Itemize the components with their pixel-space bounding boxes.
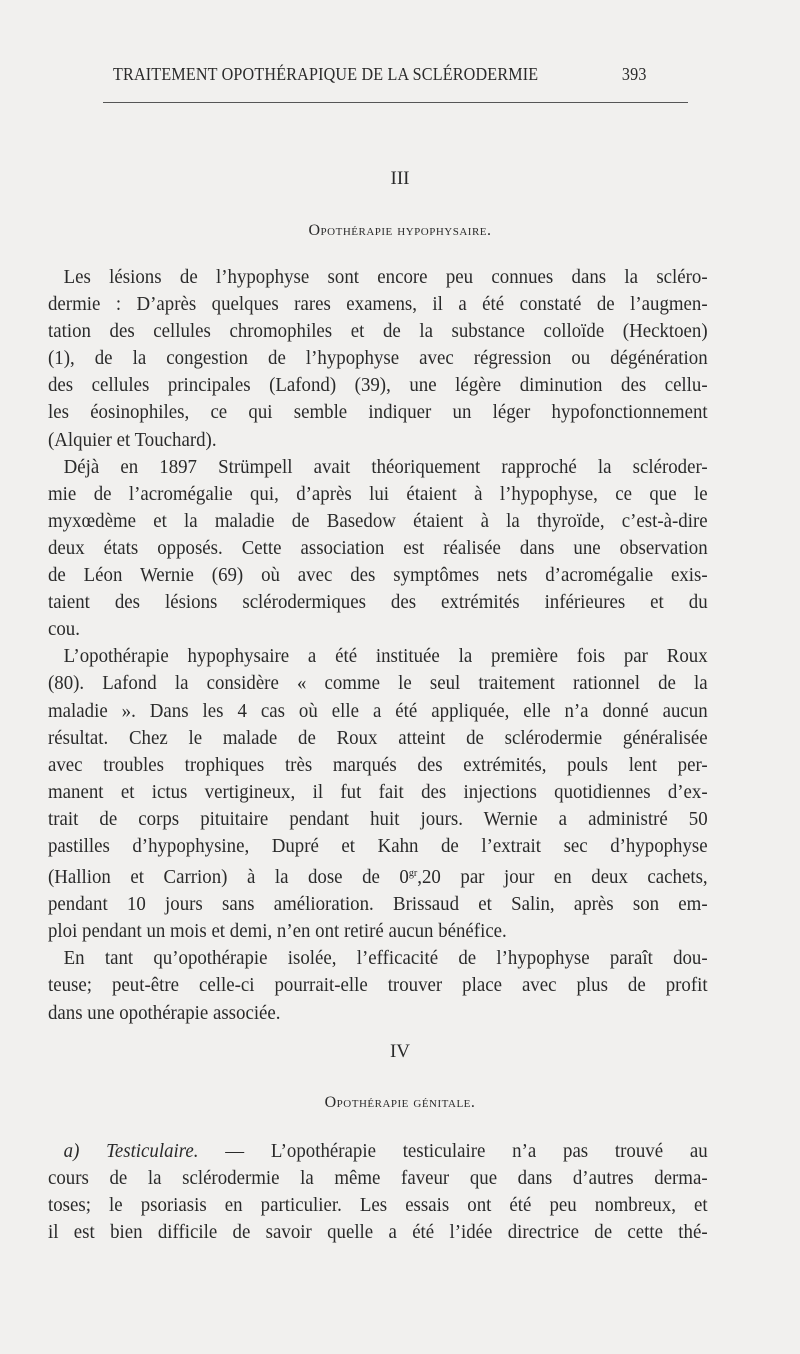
text-line: En tant qu’opothérapie isolée, l’efficacité de l’hypophyse paraît dou- [63,947,708,970]
section-iv-number: IV [389,1041,411,1062]
text-line: les éosinophiles, ce qui semble indiquer un léger hypofonctionnement [48,401,708,424]
text-fragment: (Hallion et Carrion) à la dose de 0 [48,866,409,889]
text-line: myxœdème et la maladie de Basedow étaient à la thyroïde, c’est-à-dire [48,509,708,532]
page-number: 393 [621,64,647,84]
text-fragment: — L’opothérapie testiculaire n’a pas trouvé au [198,1140,708,1162]
text-line: résultat. Chez le malade de Roux atteint de sclérodermie généralisée [48,726,708,749]
subsection-label: a) [63,1140,80,1162]
text-line: il est bien difficile de savoir quelle a été l’idée directrice de cette thé- [48,1221,708,1244]
text-line: pendant 10 jours sans amélioration. Brissaud et Salin, après son em- [48,893,708,916]
section-iii-title: Opothérapie hypophysaire. [308,222,492,239]
unit-superscript: gr [408,867,418,880]
text-line: maladie ». Dans les 4 cas où elle a été appliquée, elle n’a donné aucun [48,699,708,722]
text-line: (1), de la congestion de l’hypophyse avec régression ou dégénération [48,347,708,370]
subsection-title: Testiculaire. [106,1140,199,1162]
text-line: L’opothérapie hypophysaire a été instituée la première fois par Roux [63,645,708,668]
text-line: mie de l’acromégalie qui, d’après lui étaient à l’hypophyse, ce que le [48,482,708,505]
text-line: trait de corps pituitaire pendant huit jours. Wernie a administré 50 [48,807,708,830]
text-line: dans une opothérapie associée. [48,1001,281,1024]
text-line: (Alquier et Touchard). [48,428,217,451]
text-line: des cellules principales (Lafond) (39), une légère diminution des cellu- [48,374,708,397]
dose-line [48,860,708,891]
text-fragment: ,20 par jour en deux cachets, [417,866,708,889]
text-line: taient des lésions sclérodermiques des extrémités inférieures et du [48,591,708,614]
text-line: pastilles d’hypophysine, Dupré et Kahn de l’extrait sec d’hypophyse [48,834,708,857]
text-line: deux états opposés. Cette association est réalisée dans une observation [48,536,708,559]
text-line: cours de la sclérodermie la même faveur que dans d’autres derma- [48,1167,708,1190]
running-title: TRAITEMENT OPOTHÉRAPIQUE DE LA SCLÉRODERMIE [113,64,539,84]
text-line: manent et ictus vertigineux, il fut fait des injections quotidiennes d’ex- [48,780,708,803]
text-line: teuse; peut-être celle-ci pourrait-elle trouver place avec plus de profit [48,974,708,997]
text-line: ploi pendant un mois et demi, n’en ont retiré aucun bénéfice. [48,920,507,943]
text-line: avec troubles trophiques très marqués des extrémités, pouls lent per- [48,753,708,776]
text-line: Déjà en 1897 Strümpell avait théoriquement rapproché la scléroder- [63,455,708,478]
text-line: tation des cellules chromophiles et de la substance colloïde (Hecktoen) [48,320,708,343]
section-iii-number: III [390,168,410,189]
header-rule [103,102,688,103]
text-line: toses; le psoriasis en particulier. Les essais ont été peu nombreux, et [48,1194,708,1217]
text-line: de Léon Wernie (69) où avec des symptômes nets d’acromégalie exis- [48,564,708,587]
text-line: Les lésions de l’hypophyse sont encore peu connues dans la scléro- [63,266,708,288]
section-iii-body [48,264,708,1027]
text-line: cou. [48,618,80,641]
text-line [48,1138,708,1165]
running-header [113,64,647,85]
text-line: dermie : D’après quelques rares examens, il a été constaté de l’augmen- [48,293,708,316]
section-iv-title: Opothérapie génitale. [324,1094,476,1111]
text-line: (80). Lafond la considère « comme le seul traitement rationnel de la [48,672,708,695]
section-iv-body [48,1138,708,1246]
